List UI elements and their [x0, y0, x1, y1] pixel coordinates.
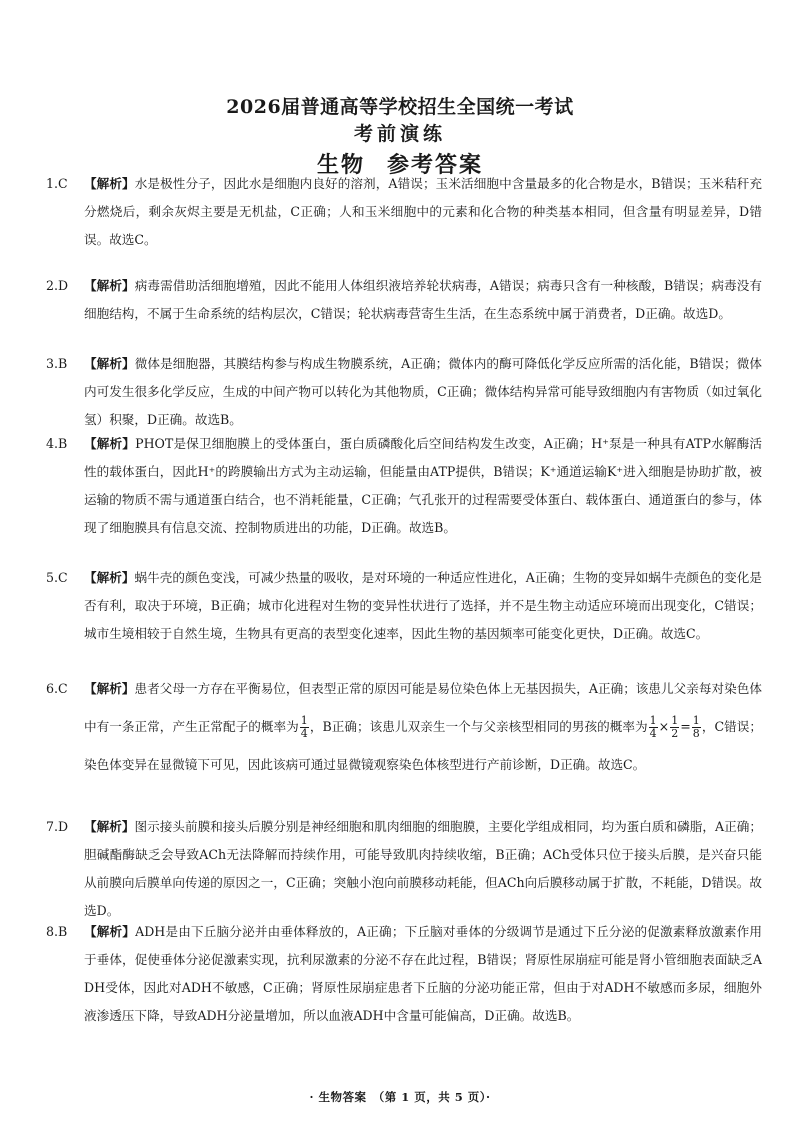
answer-item-4 — [46, 430, 762, 542]
answer-number: 6.C — [46, 681, 68, 696]
answer-item-8 — [46, 918, 762, 1030]
answer-text: 微体是细胞器，其膜结构参与构成生物膜系统，A正确；微体内的酶可降低化学反应所需的活化能，B错误；微体内可发生很多化学反应，生成的中间产物可以转化为其他物质，C正确；微体结构异常可能导致细胞内有害物质（如过氧化氢）积聚，D正确。故选B。 — [84, 356, 763, 427]
answer-item-7 — [46, 813, 762, 925]
fraction-one-half: $\frac{1}{2}$ — [671, 714, 679, 740]
answer-item-2 — [46, 272, 762, 328]
answer-text-part1: 患者父母一方存在平衡易位，但表型正常的原因可能是易位染色体上无基因损失，A正确；该患儿父亲每对染色体中有一条正常，产生正常配子的概率为 — [84, 681, 762, 734]
answer-number: 3.B — [46, 356, 68, 371]
answer-text: 蜗牛壳的颜色变浅，可减少热量的吸收，是对环境的一种适应性进化，A正确；生物的变异如蜗牛壳颜色的变化是否有利，取决于环境，B正确；城市化进程对生物的变异性状进行了选择，并不是生物主动适应环境而出现变化，C错误；城市生境相较于自然生境，生物具有更高的表型变化速率，因此生物的基因频率可能变化更快，D正确。故选C。 — [84, 570, 762, 641]
analysis-tag: 【解析】 — [84, 681, 135, 696]
answer-item-5 — [46, 564, 762, 648]
answer-number: 5.C — [46, 570, 68, 585]
answer-item-6 — [46, 670, 762, 784]
analysis-tag: 【解析】 — [84, 278, 135, 293]
analysis-tag: 【解析】 — [84, 356, 135, 371]
fraction-one-eighth: $\frac{1}{8}$ — [692, 714, 700, 740]
equals-sign: = — [680, 719, 691, 734]
exam-title: 2026届普通高等学校招生全国统一考试 — [226, 96, 574, 118]
answer-text-part3: ，C错误；染色体变异在显微镜下可见，因此该病可通过显微镜观察染色体核型进行产前诊断，D正确。故选C。 — [84, 719, 762, 772]
times-sign: × — [658, 719, 670, 734]
answer-number: 1.C — [46, 176, 68, 191]
answer-number: 4.B — [46, 436, 68, 451]
fraction-one-quarter: $\frac{1}{4}$ — [300, 714, 308, 740]
exam-subtitle: 考前演练 — [353, 123, 446, 145]
page-footer: · 生物答案 （第 1 页，共 5 页）· — [309, 1090, 491, 1104]
answer-number: 7.D — [46, 819, 69, 834]
subject-label: 生物 — [316, 152, 365, 178]
answer-label: 参考答案 — [387, 152, 484, 178]
answer-text: 图示接头前膜和接头后膜分别是神经细胞和肌肉细胞的细胞膜，主要化学组成相同，均为蛋白质和磷脂，A正确；胆碱酯酶缺乏会导致ACh无法降解而持续作用，可能导致肌肉持续收缩，B正确；ACh受体只位于接头后膜，是兴奋只能从前膜向后膜单向传递的原因之一，C正确；突触小泡向前膜移动耗能，但ACh向后膜移动属于扩散，不耗能，D错误。故选D。 — [84, 819, 762, 918]
answer-number: 8.B — [46, 924, 68, 939]
answer-text-part2: ，B正确；该患儿双亲生一个与父亲核型相同的男孩的概率为 — [309, 719, 648, 734]
analysis-tag: 【解析】 — [84, 819, 135, 834]
answer-number: 2.D — [46, 278, 69, 293]
analysis-tag: 【解析】 — [84, 924, 136, 939]
analysis-tag: 【解析】 — [84, 176, 135, 191]
answer-item-1 — [46, 170, 762, 254]
answer-text: 水是极性分子，因此水是细胞内良好的溶剂，A错误；玉米活细胞中含量最多的化合物是水，B错误；玉米秸秆充分燃烧后，剩余灰烬主要是无机盐，C正确；人和玉米细胞中的元素和化合物的种类基本相同，但含量有明显差异，D错误。故选C。 — [84, 176, 763, 247]
answer-item-3 — [46, 350, 762, 434]
analysis-tag: 【解析】 — [84, 436, 136, 451]
answer-text: ADH是由下丘脑分泌并由垂体释放的，A正确；下丘脑对垂体的分级调节是通过下丘分泌的促激素释放激素作用于垂体，促使垂体分泌促激素实现，抗利尿激素的分泌不存在此过程，B错误；肾原性尿崩症可能是肾小管细胞表面缺乏ADH受体，因此对ADH不敏感，C正确；肾原性尿崩症患者下丘脑的分泌功能正常，但由于对ADH不敏感而多尿，细胞外液渗透压下降，导致ADH分泌量增加，所以血液ADH中含量可能偏高，D正确。故选B。 — [84, 924, 762, 1023]
analysis-tag: 【解析】 — [84, 570, 135, 585]
fraction-one-quarter: $\frac{1}{4}$ — [649, 714, 657, 740]
answer-text: PHOT是保卫细胞膜上的受体蛋白，蛋白质磷酸化后空间结构发生改变，A正确；H⁺泵是一种具有ATP水解酶活性的载体蛋白，因此H⁺的跨膜输出方式为主动运输，但能量由ATP提供，B错误；K⁺通道运输K⁺进入细胞是协助扩散，被运输的物质不需与通道蛋白结合，也不消耗能量，C正确；气孔张开的过程需要受体蛋白、载体蛋白、通道蛋白的参与，体现了细胞膜具有信息交流、控制物质进出的功能，D正确。故选B。 — [84, 436, 763, 535]
answer-text: 病毒需借助活细胞增殖，因此不能用人体组织液培养轮状病毒，A错误；病毒只含有一种核酸，B错误；病毒没有细胞结构，不属于生命系统的结构层次，C错误；轮状病毒营寄生生活，在生态系统中属于消费者，D正确。故选D。 — [84, 278, 763, 321]
